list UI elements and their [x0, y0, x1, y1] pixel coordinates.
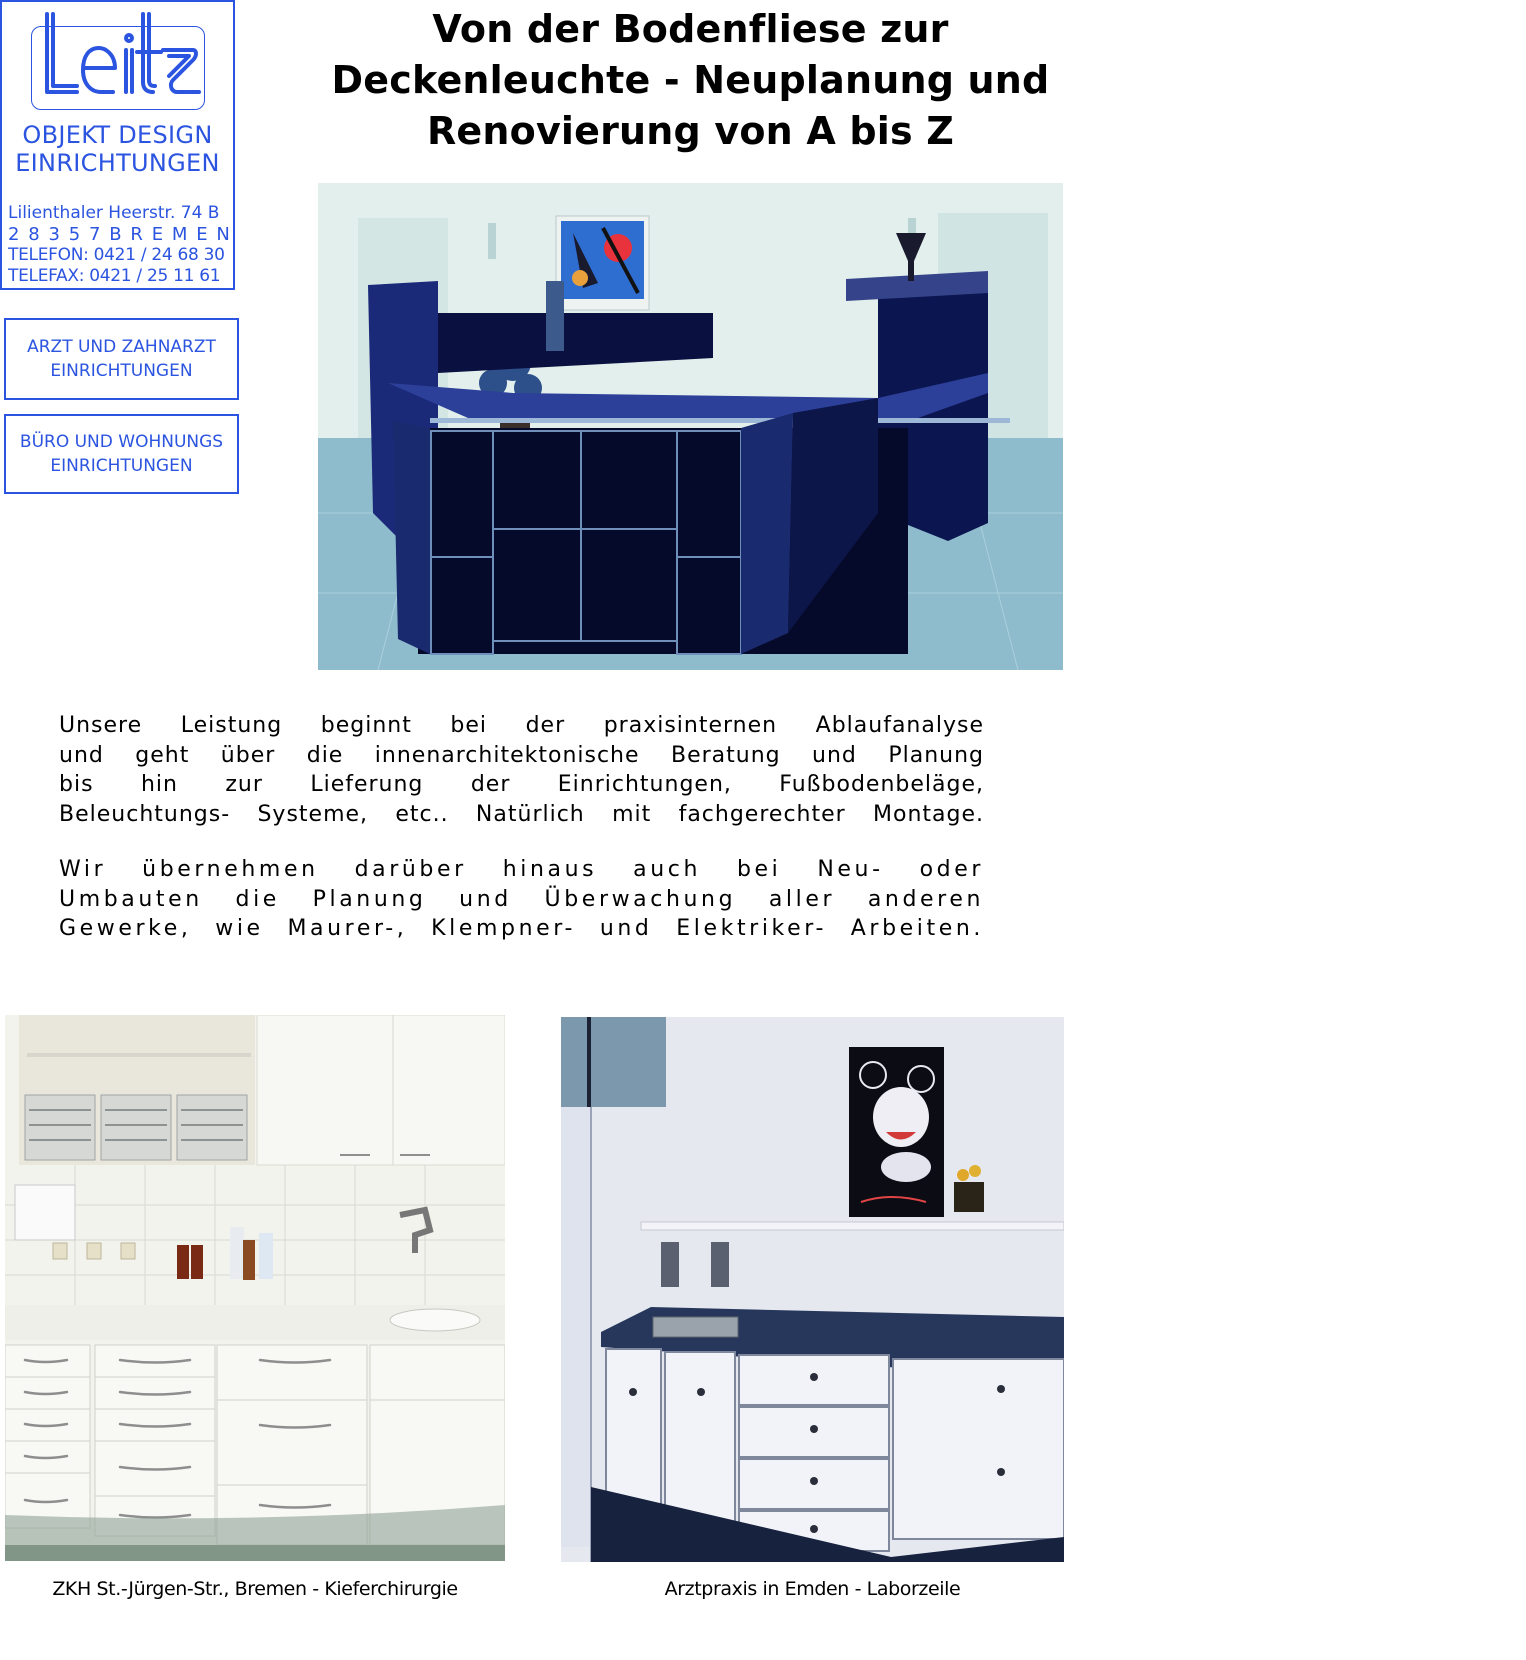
city-char: 5 — [68, 224, 81, 245]
city-char: B — [109, 224, 122, 245]
fax-number: TELEFAX: 0421 / 25 11 61 — [8, 266, 221, 286]
services-paragraph — [59, 855, 984, 944]
page-title — [318, 4, 1063, 157]
city-char: 8 — [28, 224, 40, 245]
nav-label-line1: BÜRO UND WOHNUNGS — [19, 432, 224, 452]
caption-left-photo: ZKH St.-Jürgen-Str., Bremen - Kieferchirurgie — [52, 1578, 458, 1600]
city-char: N — [216, 224, 230, 245]
title-line: Renovierung von A bis Z — [426, 109, 955, 153]
city-char: 2 — [8, 224, 20, 245]
nav-buero-wohnungs-einrichtungen[interactable] — [4, 414, 239, 494]
paragraph-line: Umbauten die Planung und Überwachung aller anderen — [59, 886, 984, 912]
nav-arzt-zahnarzt-einrichtungen[interactable] — [4, 318, 239, 400]
address-city — [8, 224, 230, 245]
reception-desk-illustration — [318, 183, 1063, 670]
title-line: Von der Bodenfliese zur — [432, 7, 949, 51]
lab-counter-illustration — [561, 1017, 1064, 1562]
white-cabinet-lab-photo — [5, 1015, 505, 1561]
paragraph-line: Wir übernehmen darüber hinaus auch bei Neu- oder — [59, 857, 984, 882]
nav-label-line2: EINRICHTUNGEN — [50, 456, 193, 476]
paragraph-line: Unsere Leistung beginnt bei der praxisinternen Ablaufanalyse — [59, 713, 984, 738]
city-char: 3 — [48, 224, 60, 245]
nav-label-line1: ARZT UND ZAHNARZT — [27, 337, 216, 357]
nav-label-line2: EINRICHTUNGEN — [50, 361, 193, 381]
city-char: M — [171, 224, 188, 245]
paragraph-line: bis hin zur Lieferung der Einrichtungen, Fußbodenbeläge, — [59, 772, 984, 797]
paragraph-line: und geht über die innenarchitektonische Beratung und Planung — [59, 742, 984, 768]
caption-right-photo: Arztpraxis in Emden - Laborzeile — [664, 1578, 961, 1600]
city-char: R — [130, 224, 143, 245]
company-name-line1: OBJEKT DESIGN — [22, 121, 213, 149]
cabinet-illustration — [5, 1015, 505, 1561]
laboratory-counter-photo — [561, 1017, 1064, 1562]
title-line: Deckenleuchte - Neuplanung und — [331, 58, 1050, 102]
intro-paragraph — [59, 711, 984, 829]
city-char: E — [196, 224, 208, 245]
city-char: E — [151, 224, 164, 245]
leitz-logo-icon[interactable] — [33, 10, 205, 106]
paragraph-line: Gewerke, wie Maurer-, Klempner- und Elektriker- Arbeiten. — [59, 916, 984, 941]
reception-desk-photo — [318, 183, 1063, 670]
address-street: Lilienthaler Heerstr. 74 B — [8, 203, 220, 223]
phone-number: TELEFON: 0421 / 24 68 30 — [8, 245, 225, 265]
company-name-line2: EINRICHTUNGEN — [15, 149, 220, 177]
city-char: 7 — [89, 224, 101, 245]
paragraph-line: Beleuchtungs- Systeme, etc.. Natürlich mit fachgerechter Montage. — [59, 801, 984, 827]
